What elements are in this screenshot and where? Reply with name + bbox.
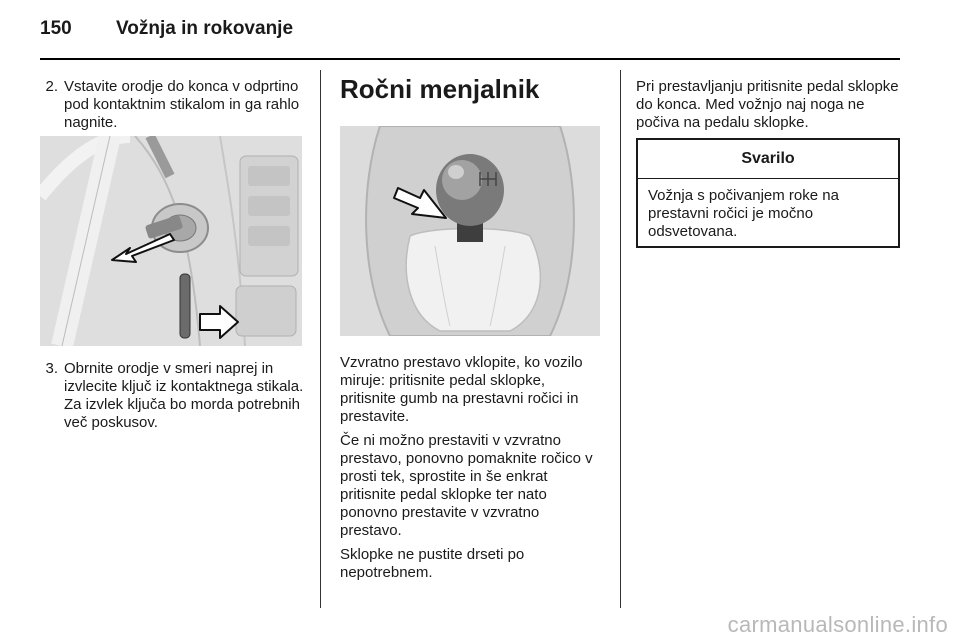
column-divider-right — [620, 70, 621, 608]
step-3 — [40, 360, 305, 432]
step-2-text: Vstavite orodje do konca v odprtino pod kontaktnim stikalom in ga rahlo nagnite. — [64, 78, 300, 131]
paragraph-shifting: Pri prestavljanju pritisnite pedal sklopke do konca. Med vožnjo naj noga ne počiva na pedalu sklopke. — [636, 78, 899, 131]
warning-title: Svarilo — [638, 140, 898, 179]
paragraph-reverse-gear: Vzvratno prestavo vklopite, ko vozilo miruje: pritisnite pedal sklopke, pritisnite gumb na prestavni ročici in prestavite. — [340, 354, 583, 425]
paragraph-clutch: Sklopke ne pustite drseti po nepotrebnem. — [340, 546, 525, 581]
section-title: Ročni menjalnik — [340, 74, 540, 104]
section-heading-block — [340, 74, 605, 104]
step-2-number: 2. — [45, 78, 58, 95]
manual-transmission-text — [340, 354, 605, 588]
step-2 — [40, 78, 305, 132]
page-number: 150 — [40, 18, 72, 39]
column-divider-left — [320, 70, 321, 608]
header-rule — [40, 58, 900, 60]
paragraph-reverse-retry: Če ni možno prestaviti v vzvratno prestavo, ponovno pomaknite ročico v prosti tek, sprostite in še enkrat pritisnite pedal sklopke ter nato ponovno prestavite v vzvratno prestavo. — [340, 432, 593, 539]
step-3-number: 3. — [45, 360, 58, 377]
ignition-key-illustration — [40, 136, 302, 346]
gear-lever-illustration — [340, 126, 600, 336]
step-3-text: Obrnite orodje v smeri naprej in izvlecite ključ iz kontaktnega stikala. Za izvlek ključa bo morda potrebnih več poskusov. — [64, 360, 304, 431]
watermark: carmanualsonline.info — [727, 612, 948, 637]
page-header — [40, 18, 293, 48]
page-title: Vožnja in rokovanje — [116, 18, 294, 39]
shifting-text — [636, 78, 900, 138]
warning-text: Vožnja s počivanjem roke na prestavni ročici je močno odsvetovana. — [648, 187, 839, 240]
warning-box — [636, 138, 900, 248]
